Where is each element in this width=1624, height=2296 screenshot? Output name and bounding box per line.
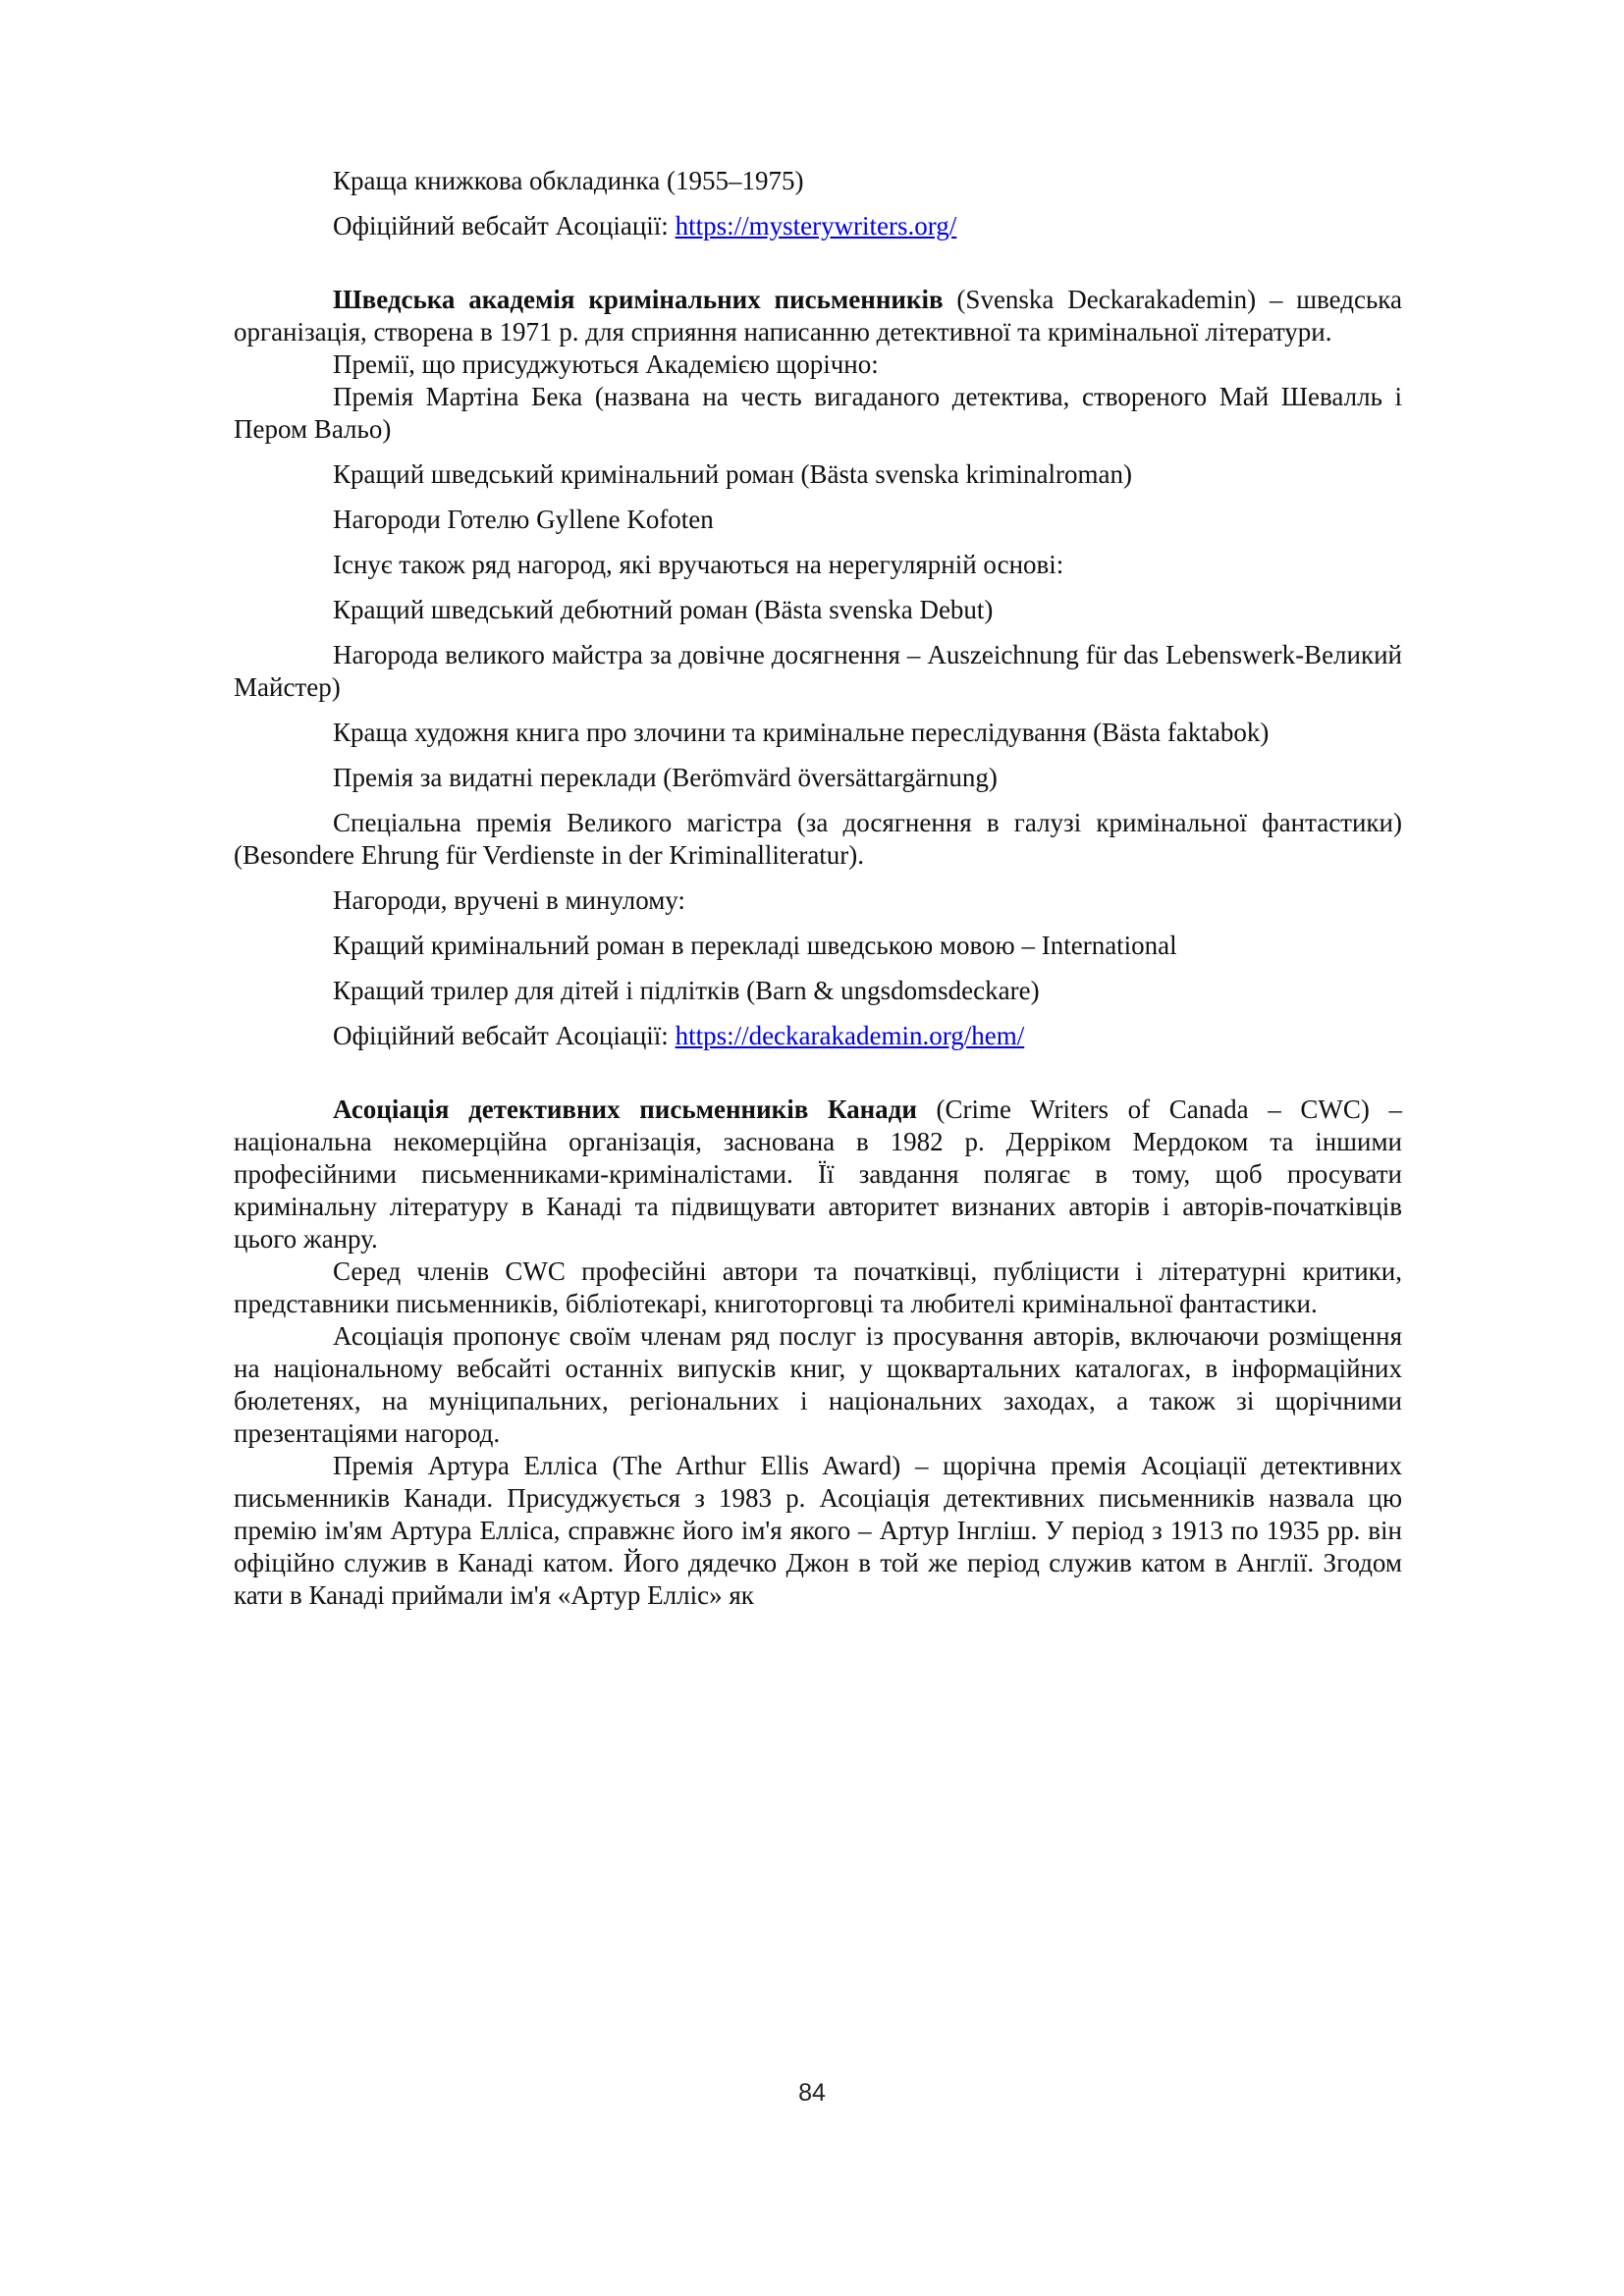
site-label: Офіційний вебсайт Асоціації: xyxy=(333,1021,676,1050)
paragraph xyxy=(234,1020,1402,1052)
paragraph: Премії, що присуджуються Академією щорічно: xyxy=(333,349,879,379)
paragraph: Нагороди, вручені в минулому: xyxy=(333,885,685,915)
deckarakademin-link[interactable]: https://deckarakademin.org/hem/ xyxy=(675,1021,1025,1050)
paragraph: Асоціація пропонує своїм членам ряд послуг із просування авторів, включаючи розміщення на національному вебсайті останніх випусків книг, у щоквартальних каталогах, в інформаційних бюлетенях, на муніципальних, регіональних і національних заходах, а також зі щорічними презентаціями нагород. xyxy=(234,1321,1402,1448)
paragraph: Краща книжкова обкладинка (1955–1975) xyxy=(333,166,804,195)
paragraph: Серед членів CWC професійні автори та початківці, публіцисти і літературні критики, представники письменників, бібліотекарі, книготорговці та любителі кримінальної фантастики. xyxy=(234,1256,1402,1318)
page-number: 84 xyxy=(798,2079,826,2107)
mysterywriters-link[interactable]: https://mysterywriters.org/ xyxy=(675,211,957,240)
paragraph xyxy=(234,210,1402,242)
paragraph: Кращий шведський дебютний роман (Bästa svenska Debut) xyxy=(333,595,994,624)
paragraph: Нагорода великого майстра за довічне досягнення – Auszeichnung für das Lebenswerk-Великий Майстер) xyxy=(234,640,1402,702)
paragraph: Премія Мартіна Бека (названа на честь вигаданого детектива, створеного Май Шевалль і Пером Вальо) xyxy=(234,382,1402,444)
paragraph: Спеціальна премія Великого магістра (за досягнення в галузі кримінальної фантастики) (Besondere Ehrung für Verdienste in der Kriminalliteratur). xyxy=(234,808,1402,870)
paragraph: Кращий кримінальний роман в перекладі шведською мовою – International xyxy=(333,931,1177,960)
section-intro-sweden: Шведська академія кримінальних письменників (Svenska Deckarakademin) – шведська організація, створена в 1971 р. для сприяння написанню детективної та кримінальної літератури. xyxy=(234,285,1403,347)
paragraph: Краща художня книга про злочини та кримінальне переслідування (Bästa faktabok) xyxy=(333,718,1270,747)
paragraph: Премія Артура Елліса (The Arthur Ellis Award) – щорічна премія Асоціації детективних письменників Канади. Присуджується з 1983 р. Асоціація детективних письменників назвала цю премію ім'ям Артура Елліса, справжнє його ім'я якого – Артур Інгліш. У період з 1913 по 1935 рр. він офіційно служив в Канаді катом. Його дядечко Джон в той же період служив катом в Англії. Згодом кати в Канаді приймали ім'я «Артур Елліс» як xyxy=(234,1451,1402,1610)
section-intro-canada: Асоціація детективних письменників Канади (Crime Writers of Canada – CWC) – національна некомерційна організація, заснована в 1982 р. Дерріком Мердоком та іншими професійними письменниками-криміналістами. Її завдання полягає в тому, щоб просувати кримінальну літературу в Канаді та підвищувати авторитет визнаних авторів і авторів-початківців цього жанру. xyxy=(234,1095,1402,1254)
paragraph: Премія за видатні переклади (Berömvärd översättargärnung) xyxy=(333,763,998,792)
paragraph: Кращий трилер для дітей і підлітків (Barn & ungsdomsdeckare) xyxy=(333,976,1040,1005)
site-label: Офіційний вебсайт Асоціації: xyxy=(333,211,676,240)
paragraph: Нагороди Готелю Gyllene Kofoten xyxy=(333,505,714,534)
paragraph: Кращий шведський кримінальний роман (Bästa svenska kriminalroman) xyxy=(333,459,1132,489)
org-name: Асоціація детективних письменників Канади xyxy=(333,1095,917,1124)
paragraph: Існує також ряд нагород, які вручаються на нерегулярній основі: xyxy=(333,550,1064,579)
body-text xyxy=(234,165,1402,1612)
org-name: Шведська академія кримінальних письменників xyxy=(333,285,944,314)
